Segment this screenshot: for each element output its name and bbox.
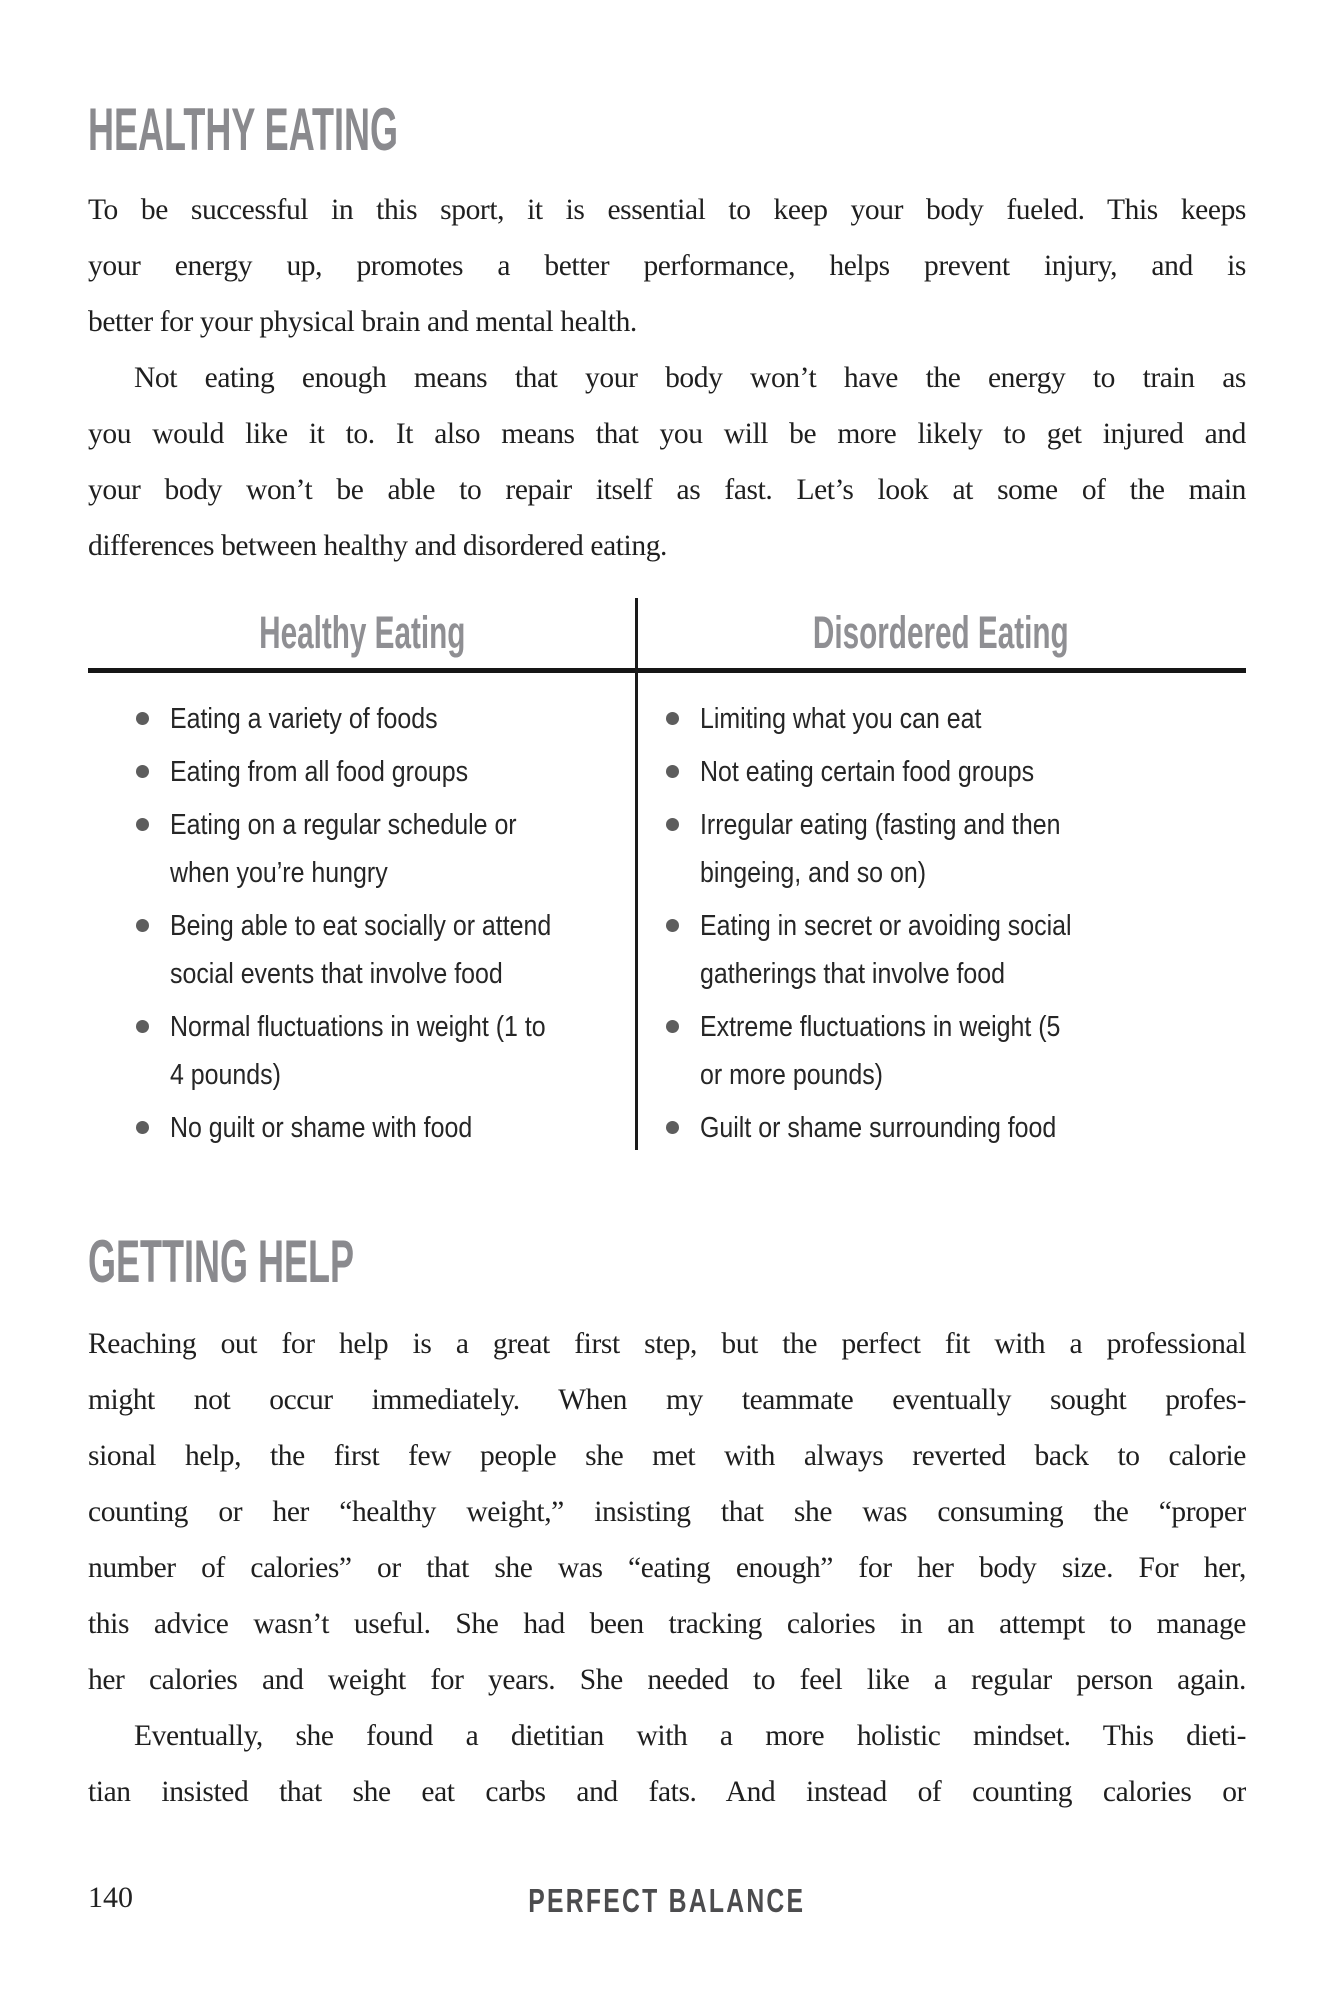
paragraph [88, 1316, 1246, 1708]
bullet-dot [666, 919, 679, 932]
text-line: To be successful in this sport, it is essential to keep your body fueled. This keeps [88, 194, 1246, 226]
text-line: sional help, the first few people she met with always reverted back to calorie [88, 1440, 1246, 1472]
bullet-dot [136, 1121, 149, 1134]
text-line: counting or her “healthy weight,” insisting that she was consuming the “proper [88, 1496, 1246, 1528]
table-header-rule [88, 668, 1246, 673]
text-line: her calories and weight for years. She needed to feel like a regular person again. [88, 1664, 1246, 1696]
text-line: better for your physical brain and mental health. [88, 306, 637, 338]
text-line: you would like it to. It also means that you will be more likely to get injured and [88, 418, 1246, 450]
bullet-item [664, 748, 1244, 796]
bullet-item [134, 902, 634, 998]
bullet-item [134, 748, 634, 796]
bullet-dot [136, 765, 149, 778]
bullet-text-line: Extreme fluctuations in weight (5 [700, 1011, 1061, 1043]
bullet-text-line: bingeing, and so on) [700, 857, 927, 889]
table-header-row [88, 603, 1246, 663]
bullet-dot [136, 1020, 149, 1033]
bullet-dot [666, 1020, 679, 1033]
text-line: your energy up, promotes a better performance, helps prevent injury, and is [88, 250, 1246, 282]
healthy-eating-list [134, 695, 634, 1157]
bullet-text-line: Irregular eating (fasting and then [700, 809, 1061, 841]
paragraph [88, 350, 1246, 574]
bullet-item [134, 1003, 634, 1099]
bullet-text-line: or more pounds) [700, 1059, 883, 1091]
bullet-dot [136, 712, 149, 725]
bullet-text-line: Normal fluctuations in weight (1 to [170, 1011, 546, 1043]
table-header-text: Disordered Eating [813, 607, 1069, 658]
bullet-text-line: Not eating certain food groups [700, 756, 1035, 788]
bullet-dot [136, 919, 149, 932]
bullet-dot [666, 712, 679, 725]
bullet-text-line: 4 pounds) [170, 1059, 281, 1091]
bullet-dot [136, 818, 149, 831]
text-line: number of calories” or that she was “eating enough” for her body size. For her, [88, 1552, 1246, 1584]
bullet-item [664, 902, 1244, 998]
text-line: Reaching out for help is a great first step, but the perfect fit with a professional [88, 1328, 1246, 1360]
section-title-getting-help [88, 1228, 531, 1295]
section-title-healthy-eating [88, 96, 605, 163]
section-body [88, 1316, 1246, 1820]
bullet-text-line: Limiting what you can eat [700, 703, 982, 735]
bullet-text-line: Guilt or shame surrounding food [700, 1112, 1057, 1144]
section-body [88, 182, 1246, 574]
table-header-text: Healthy Eating [258, 607, 466, 658]
paragraph [88, 182, 1246, 350]
bullet-item [664, 1003, 1244, 1099]
section-title-text: HEALTHY EATING [88, 96, 399, 163]
comparison-table [88, 595, 1246, 1157]
text-line: your body won’t be able to repair itself as fast. Let’s look at some of the main [88, 474, 1246, 506]
running-head-text: PERFECT BALANCE [528, 1882, 806, 1919]
section-title-text: GETTING HELP [88, 1228, 355, 1295]
paragraph [88, 1708, 1246, 1820]
bullet-text-line: Eating in secret or avoiding social [700, 910, 1072, 942]
bullet-dot [666, 1121, 679, 1134]
bullet-text-line: Eating from all food groups [170, 756, 469, 788]
text-line: tian insisted that she eat carbs and fats. And instead of counting calories or [88, 1776, 1246, 1808]
text-line: this advice wasn’t useful. She had been tracking calories in an attempt to manage [88, 1608, 1246, 1640]
running-head [88, 1881, 1246, 1921]
bullet-dot [666, 765, 679, 778]
bullet-text-line: Eating on a regular schedule or [170, 809, 517, 841]
bullet-item [664, 695, 1244, 743]
table-header-healthy-eating [88, 603, 636, 663]
bullet-text-line: gatherings that involve food [700, 958, 1006, 990]
table-header-disordered-eating [636, 603, 1246, 663]
bullet-text-line: Being able to eat socially or attend [170, 910, 552, 942]
bullet-text-line: No guilt or shame with food [170, 1112, 473, 1144]
bullet-text-line: when you’re hungry [170, 857, 388, 889]
bullet-item [664, 801, 1244, 897]
text-line: Not eating enough means that your body won’t have the energy to train as [134, 362, 1246, 394]
bullet-dot [666, 818, 679, 831]
bullet-item [134, 801, 634, 897]
disordered-eating-list [664, 695, 1244, 1157]
page-number: 140 [88, 1881, 133, 1914]
text-line: might not occur immediately. When my teammate eventually sought profes- [88, 1384, 1246, 1416]
bullet-text-line: Eating a variety of foods [170, 703, 438, 735]
bullet-item [134, 1104, 634, 1152]
text-line: differences between healthy and disordered eating. [88, 530, 668, 562]
bullet-item [664, 1104, 1244, 1152]
table-column-divider [635, 598, 638, 1150]
bullet-text-line: social events that involve food [170, 958, 503, 990]
text-line: Eventually, she found a dietitian with a more holistic mindset. This dieti- [134, 1720, 1246, 1752]
bullet-item [134, 695, 634, 743]
